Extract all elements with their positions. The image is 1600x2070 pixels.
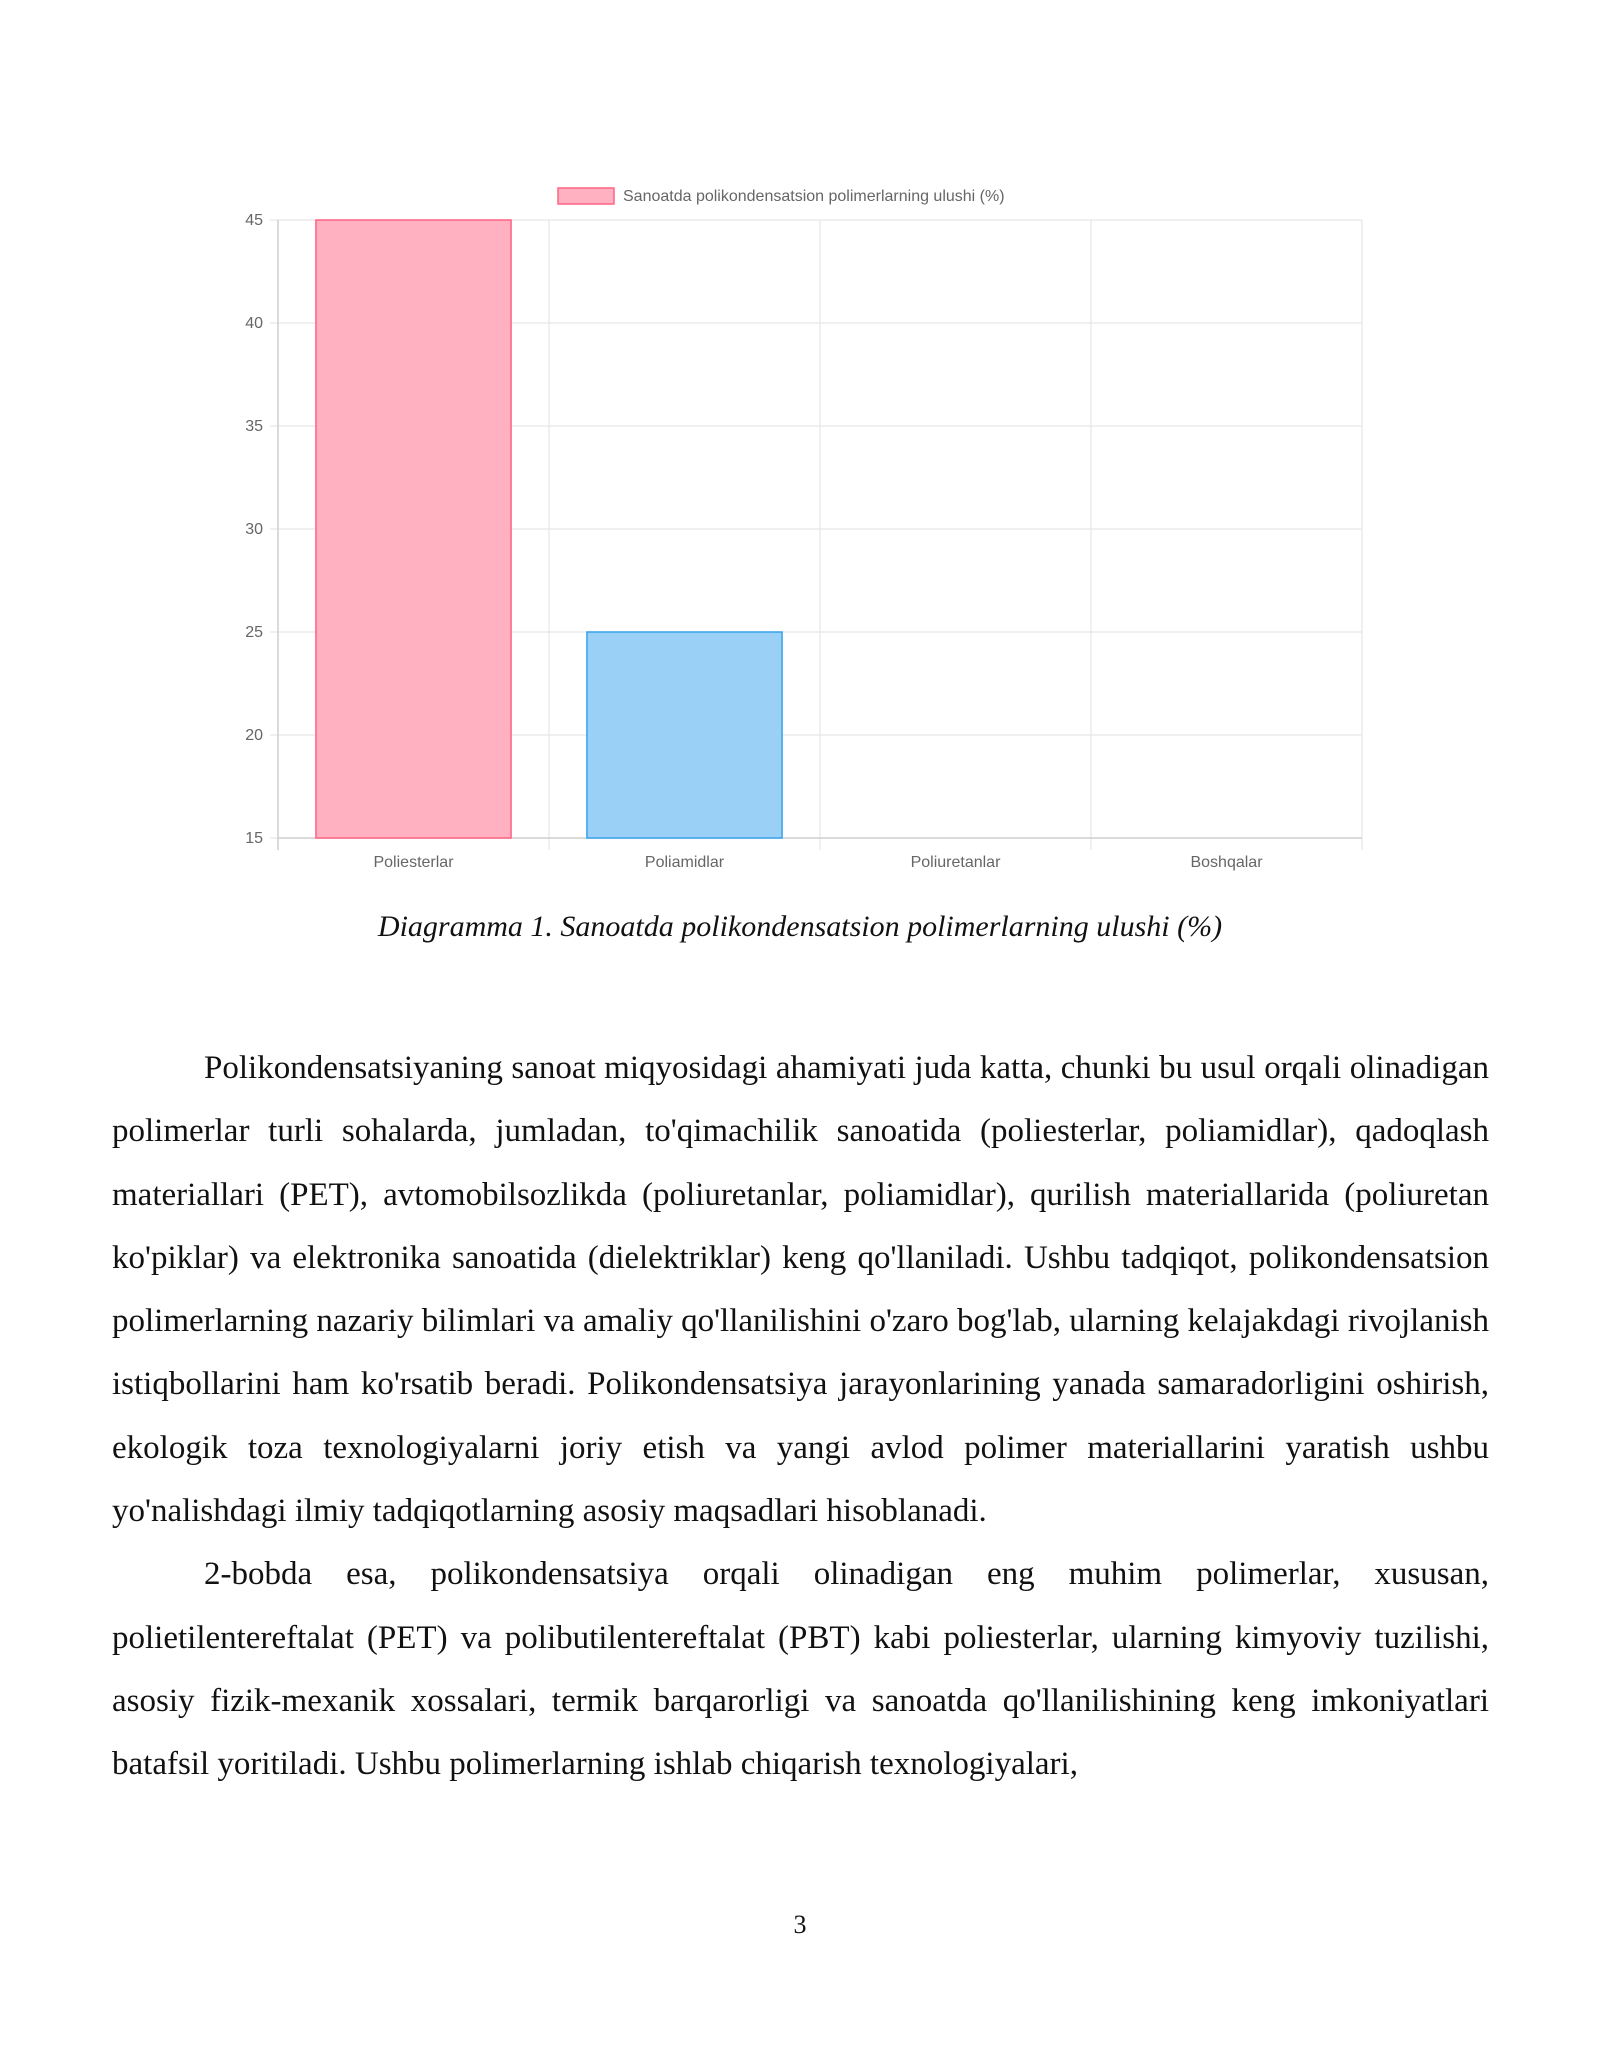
paragraph: 2-bobda esa, polikondensatsiya orqali olinadigan eng muhim polimerlar, xususan, polietilentereftalat (PET) va polibutilentereftalat (PBT) kabi poliesterlar, ularning kimyoviy tuzilishi, asosiy fizik-mexanik xossalari, termik barqarorligi va sanoatda qo'llanilishining keng imkoniyatlari batafsil yoritiladi. Ushbu polimerlarning ishlab chiqarish texnologiyalari, (112, 1556, 1489, 1783)
x-tick-label: Boshqalar (1190, 854, 1263, 871)
x-tick-label: Poliuretanlar (910, 854, 1001, 871)
x-tick-label: Poliamidlar (644, 854, 725, 871)
y-tick-label: 20 (245, 727, 263, 744)
bar-poliesterlar (316, 220, 511, 838)
y-tick-label: 15 (245, 830, 263, 847)
paragraph: Polikondensatsiyaning sanoat miqyosidagi ahamiyati juda katta, chunki bu usul orqali olinadigan polimerlar turli sohalarda, jumladan, to'qimachilik sanoatida (poliesterlar, poliamidlar), qadoqlash materiallari (PET), avtomobilsozlikda (poliuretanlar, poliamidlar), qurilish materiallarida (poliuretan ko'piklar) va elektronika sanoatida (dielektriklar) keng qo'llaniladi. Ushbu tadqiqot, polikondensatsion polimerlarning nazariy bilimlari va amaliy qo'llanilishini o'zaro bog'lab, ularning kelajakdagi rivojlanish istiqbollarini ham ko'rsatib beradi. Polikondensatsiya jarayonlarining yanada samaradorligini oshirish, ekologik toza texnologiyalarni joriy etish va yangi avlod polimer materiallarini yaratish ushbu yo'nalishdagi ilmiy tadqiqotlarning asosiy maqsadlari hisoblanadi. (112, 1050, 1489, 1530)
body-text (112, 1037, 1489, 1797)
figure-caption: Diagramma 1. Sanoatda polikondensatsion polimerlarning ulushi (%) (377, 910, 1223, 943)
y-tick-label: 40 (245, 315, 263, 332)
bar-chart (220, 175, 1380, 875)
y-tick-label: 35 (245, 418, 263, 435)
chart-legend (558, 188, 1005, 205)
bar-poliamidlar (587, 632, 782, 838)
y-tick-label: 25 (245, 624, 263, 641)
legend-swatch (558, 188, 614, 204)
legend-label: Sanoatda polikondensatsion polimerlarning ulushi (%) (623, 188, 1005, 205)
y-tick-label: 45 (245, 212, 263, 229)
x-tick-label: Poliesterlar (373, 854, 454, 871)
y-tick-label: 30 (245, 521, 263, 538)
page-number: 3 (793, 1910, 807, 1939)
